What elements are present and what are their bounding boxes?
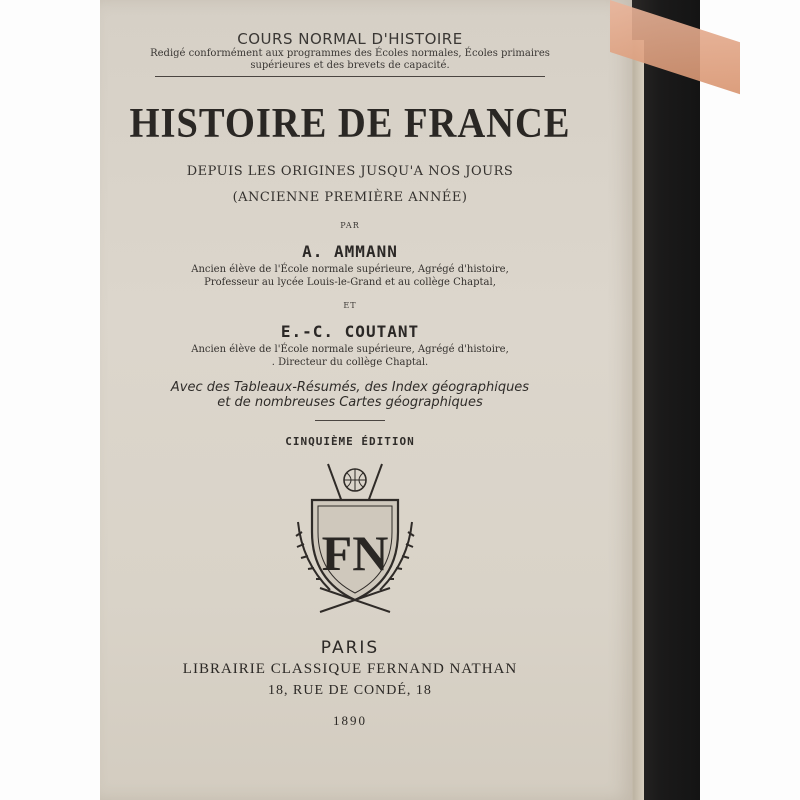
features-line2: et de nombreuses Cartes géographiques <box>217 395 483 410</box>
author-name-1: A. AMMANN <box>302 242 398 261</box>
header-rule <box>155 76 545 77</box>
emblem-monogram: FN <box>321 525 389 581</box>
imprint-city: PARIS <box>320 638 380 658</box>
author-name-2: E.-C. COUTANT <box>280 322 420 341</box>
book-level: (ANCIENNE PREMIÈRE ANNÉE) <box>232 190 468 205</box>
features-line1: Avec des Tableaux-Résumés, des Index géographiques <box>170 380 530 395</box>
features-text <box>100 380 600 410</box>
imprint-year: 1890 <box>333 713 367 728</box>
series-title: COURS NORMAL D'HISTOIRE <box>237 30 463 48</box>
author-credit-2-line2: . Directeur du collège Chaptal. <box>271 357 429 368</box>
series-subtitle-line2: supérieures et des brevets de capacité. <box>250 60 450 71</box>
series-subtitle <box>100 48 600 72</box>
author-credit-1-line2: Professeur au lycée Louis-le-Grand et au collège Chaptal, <box>204 277 496 288</box>
author-credit-2-line1: Ancien élève de l'École normale supérieure, Agrégé d'histoire, <box>191 344 509 355</box>
imprint-publisher: LIBRAIRIE CLASSIQUE FERNAND NATHAN <box>182 661 518 677</box>
and-label: ET <box>343 301 357 310</box>
features-rule <box>315 420 385 421</box>
author-credit-1-line1: Ancien élève de l'École normale supérieure, Agrégé d'histoire, <box>191 264 509 275</box>
imprint-address: 18, RUE DE CONDÉ, 18 <box>268 683 432 698</box>
book-subtitle: DEPUIS LES ORIGINES JUSQU'A NOS JOURS <box>186 164 514 179</box>
edition-label: CINQUIÈME ÉDITION <box>285 435 415 448</box>
publisher-emblem-icon <box>290 462 420 618</box>
series-subtitle-line1: Redigé conformément aux programmes des Écoles normales, Écoles primaires <box>150 48 550 59</box>
by-label: PAR <box>340 221 360 230</box>
title-page <box>100 0 632 800</box>
author-credits-2 <box>100 343 600 369</box>
author-credits-1 <box>100 263 600 289</box>
book-title: HISTOIRE DE FRANCE <box>129 101 571 147</box>
